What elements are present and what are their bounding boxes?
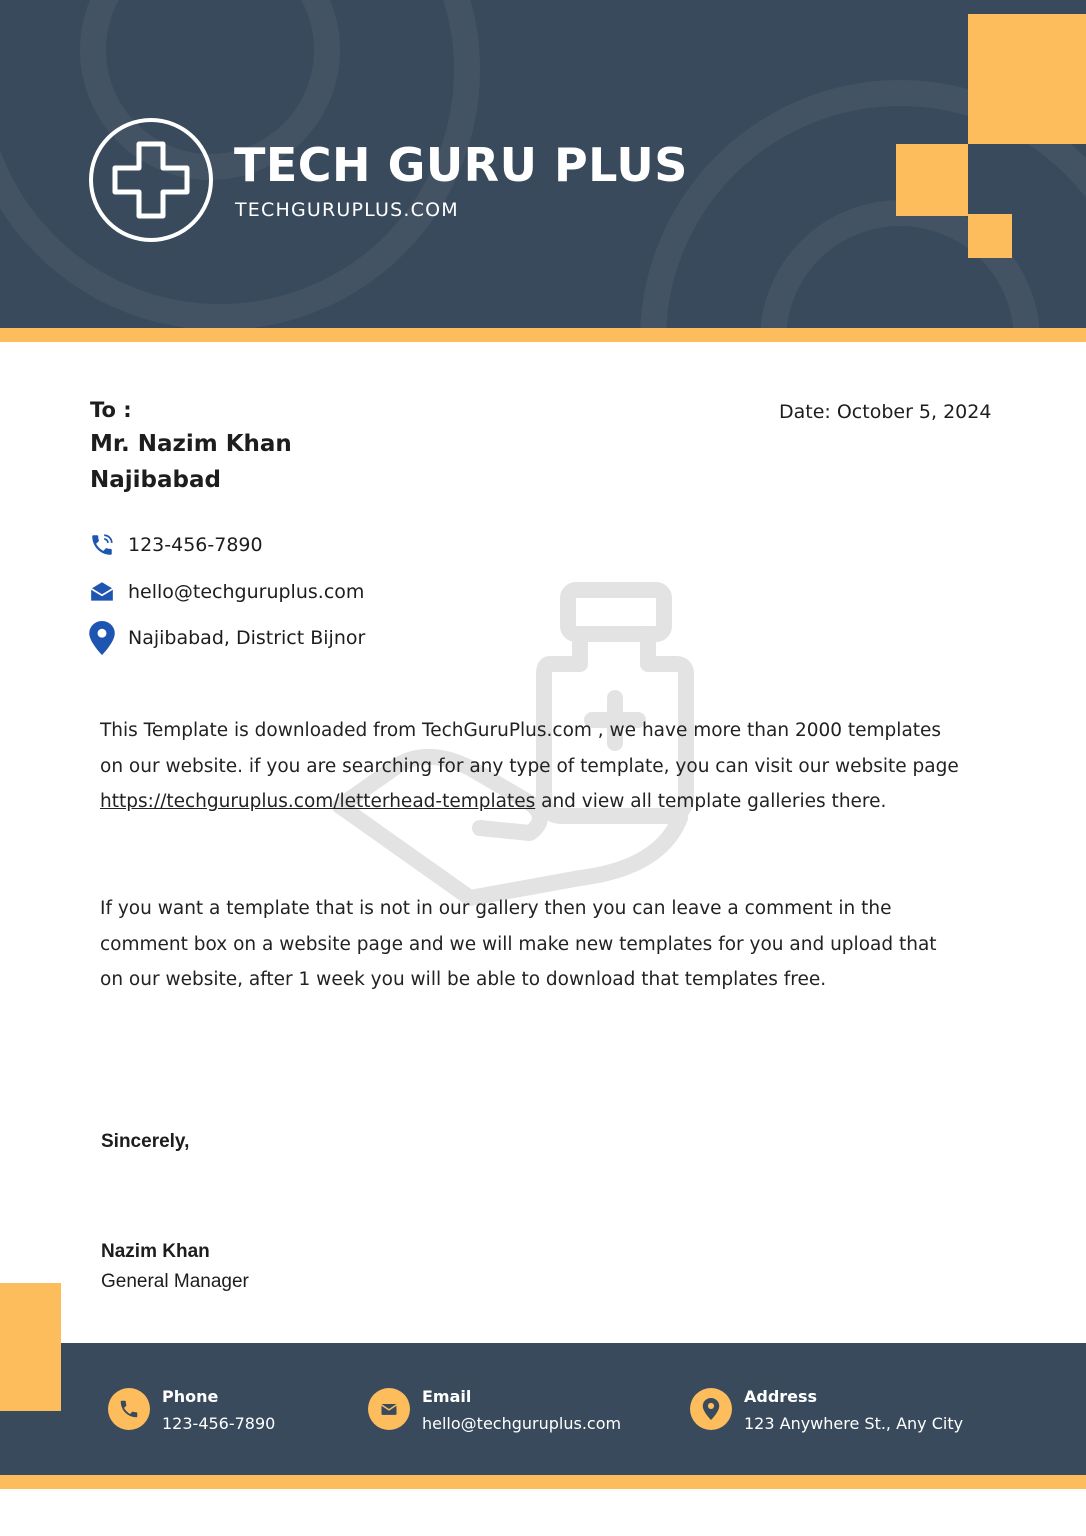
body-paragraph-1: [100, 713, 960, 820]
logo: [89, 118, 213, 242]
footer-phone-value: 123-456-7890: [162, 1414, 276, 1433]
brand-website: TECHGURUPLUS.COM: [235, 199, 459, 221]
footer-email: [368, 1387, 621, 1434]
accent-square: [968, 14, 1086, 144]
body-paragraph-2: If you want a template that is not in our gallery then you can leave a comment in the comment box on a website page and we will make new templates for you and upload that on our website, after 1 week you will be able to download that templates free.: [100, 898, 937, 991]
envelope-icon: [368, 1388, 410, 1430]
body-paragraph-1-text: This Template is downloaded from TechGuruPlus.com , we have more than 2000 templates on our website. if you are searching for any type of template, you can visit our website page: [100, 720, 959, 777]
brand-name: TECH GURU PLUS: [234, 138, 688, 192]
contact-email: [88, 578, 364, 606]
to-label: To :: [90, 398, 132, 422]
footer-address-label: Address: [744, 1387, 818, 1406]
location-pin-icon: [88, 624, 116, 652]
footer-phone-label: Phone: [162, 1387, 219, 1406]
body-paragraph-1-text-end: and view all template galleries there.: [535, 791, 887, 813]
letter-date: Date: October 5, 2024: [779, 401, 992, 423]
accent-square: [896, 144, 968, 216]
contact-phone: [88, 531, 263, 559]
footer-phone: [108, 1387, 275, 1434]
phone-icon: [108, 1388, 150, 1430]
signatory-title: General Manager: [101, 1271, 249, 1292]
footer-address: [690, 1387, 963, 1434]
location-pin-icon: [690, 1388, 732, 1430]
accent-square: [0, 1343, 61, 1411]
recipient-city: Najibabad: [90, 467, 221, 493]
footer-email-value: hello@techguruplus.com: [422, 1414, 622, 1433]
signatory-name: Nazim Khan: [101, 1241, 210, 1262]
envelope-icon: [88, 578, 116, 606]
header-accent-stripe: [0, 328, 1086, 342]
accent-square: [968, 214, 1012, 258]
closing-salutation: Sincerely,: [101, 1131, 190, 1152]
medical-cross-icon: [109, 138, 193, 222]
templates-link[interactable]: https://techguruplus.com/letterhead-templates: [100, 791, 536, 813]
contact-email-text: hello@techguruplus.com: [128, 581, 365, 603]
contact-location: [88, 624, 365, 652]
phone-icon: [88, 531, 116, 559]
footer-address-value: 123 Anywhere St., Any City: [744, 1414, 964, 1433]
recipient-name: Mr. Nazim Khan: [90, 431, 292, 457]
contact-phone-text: 123-456-7890: [128, 534, 263, 556]
footer-email-label: Email: [422, 1387, 472, 1406]
contact-location-text: Najibabad, District Bijnor: [128, 627, 366, 649]
footer-accent-stripe: [0, 1475, 1086, 1489]
